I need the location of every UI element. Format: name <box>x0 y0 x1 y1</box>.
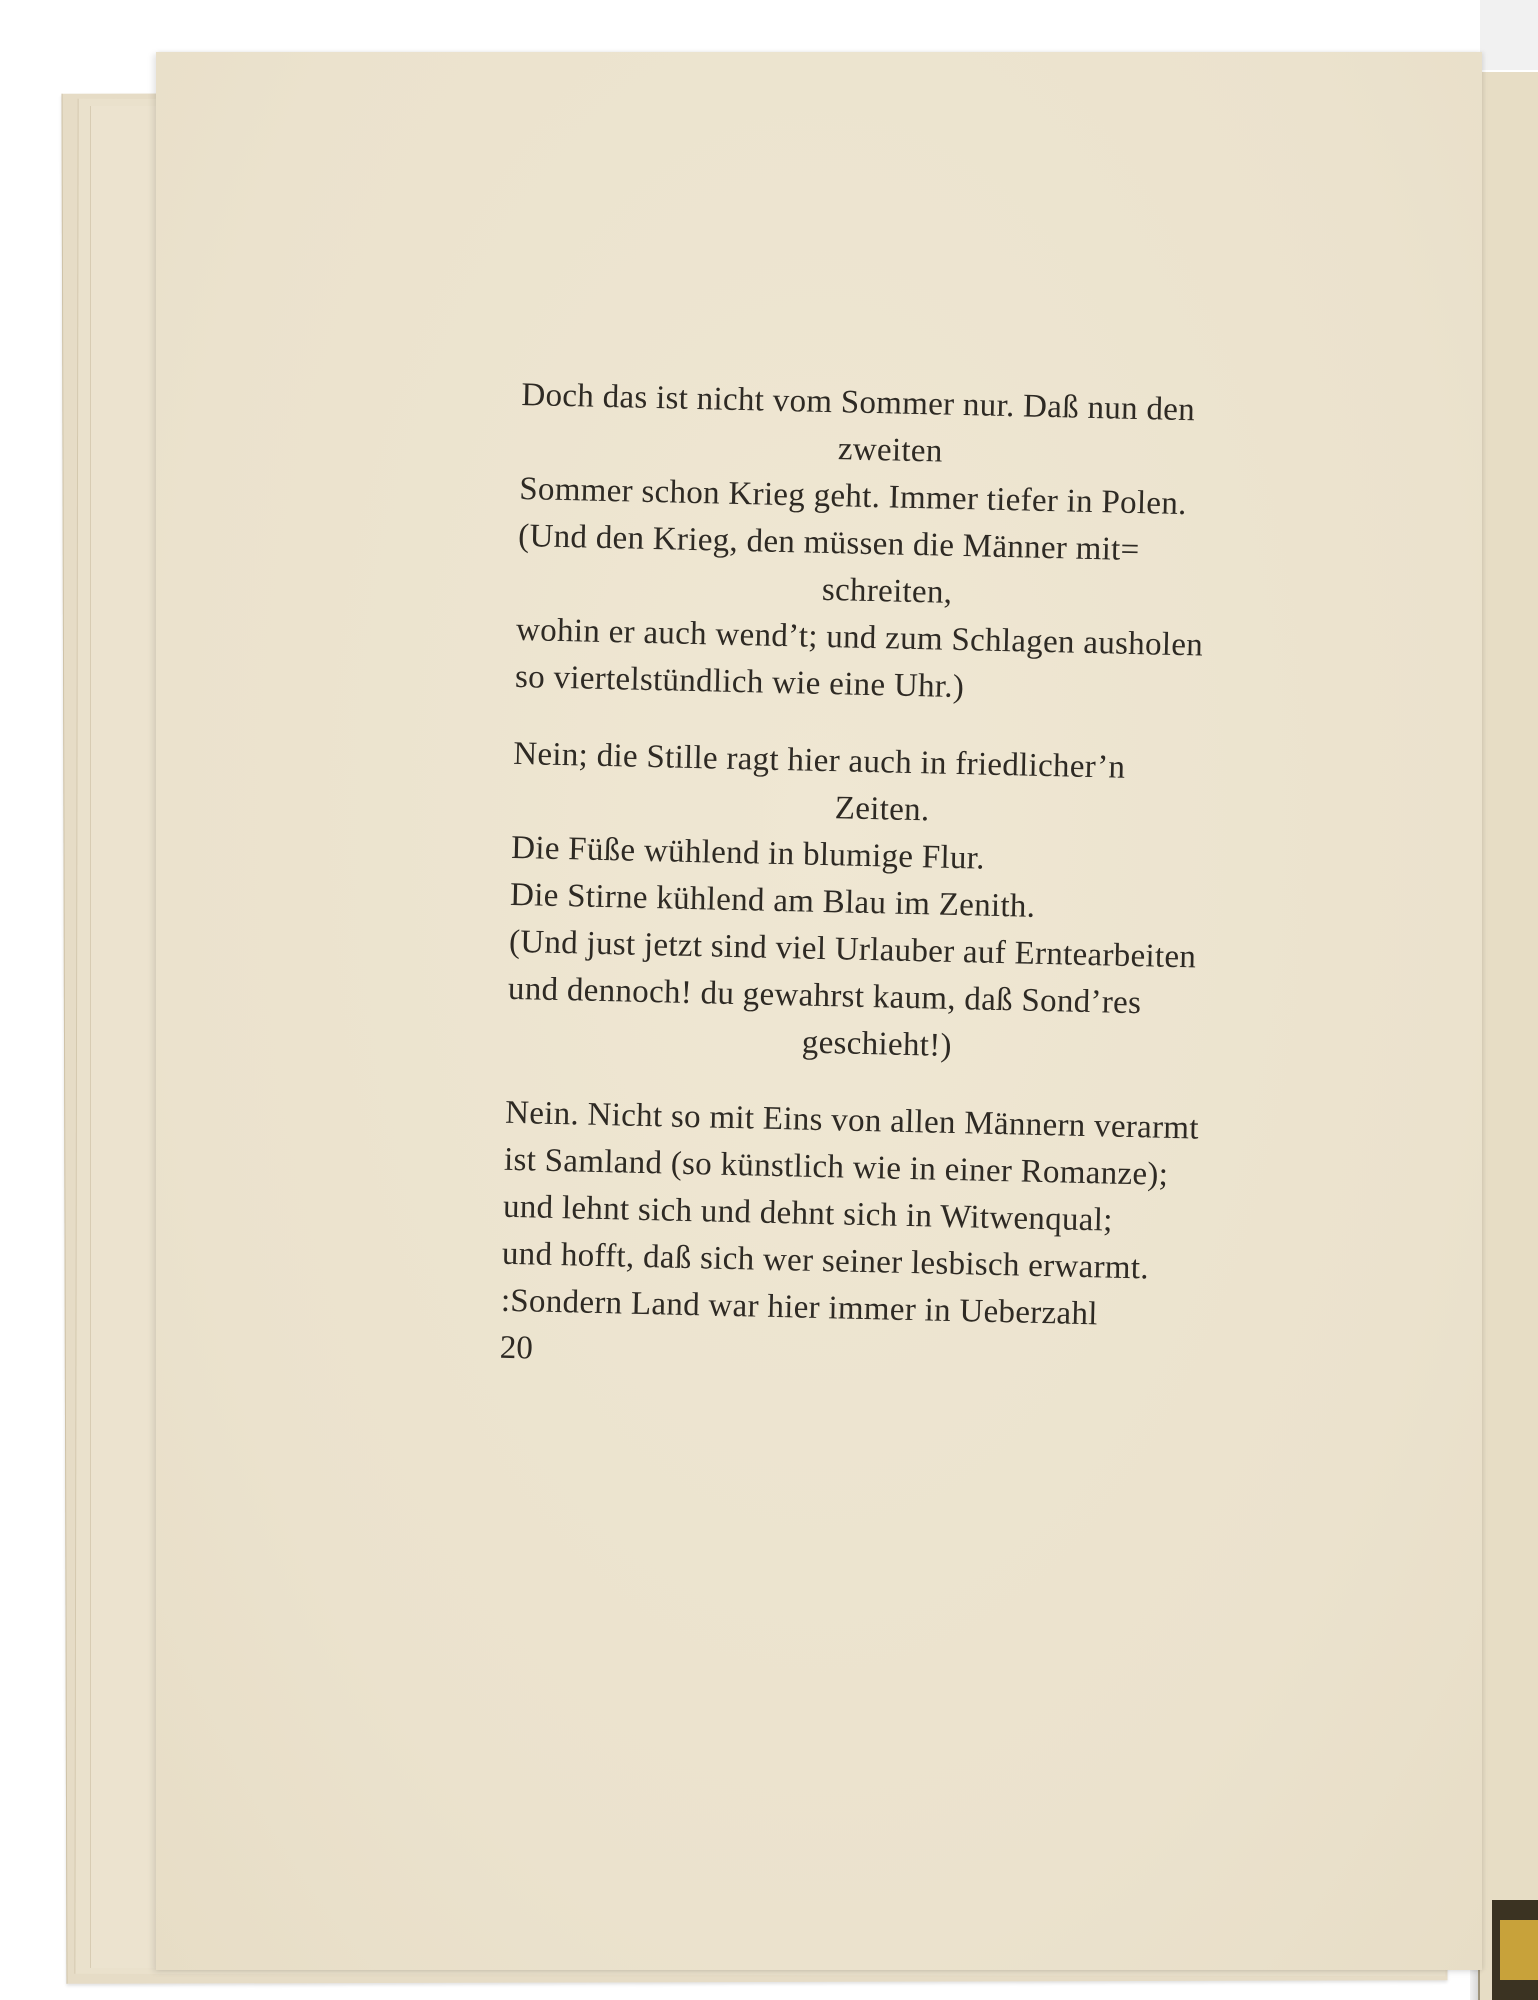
poem-line: (Und den Krieg, den müssen die Männer mit= <box>517 517 1140 569</box>
poem-line: Die Füße wühlend in blumige Flur. <box>510 829 986 877</box>
stanza <box>506 731 1253 1077</box>
poem-line: (Und just jetzt sind viel Urlauber auf Erntearbeiten <box>508 923 1197 976</box>
poem-line: Nein. Nicht so mit Eins von allen Männern verarmt <box>504 1094 1200 1147</box>
poem-line: Nein; die Stille ragt hier auch in friedlicher’n <box>512 735 1126 786</box>
poem-line: ist Samland (so künstlich wie in einer Romanze); <box>503 1141 1169 1193</box>
stanza <box>500 1090 1245 1342</box>
poem-line: Sommer schon Krieg geht. Immer tiefer in Polen. <box>518 470 1188 523</box>
poem-line: und hofft, daß sich wer seiner lesbisch erwarmt. <box>501 1235 1150 1287</box>
poem-line-continuation: geschieht!) <box>801 1024 953 1064</box>
background-corner <box>1480 0 1538 70</box>
facing-page-edge <box>1478 72 1538 2000</box>
poem-text <box>499 372 1261 1389</box>
stanza <box>515 372 1262 718</box>
poem-line: Doch das ist nicht vom Sommer nur. Daß nun den <box>521 376 1196 429</box>
poem-line-continuation: Zeiten. <box>834 790 930 829</box>
poem-line-continuation: zweiten <box>837 431 944 470</box>
book-spine-label <box>1500 1920 1538 1980</box>
poem-line: Die Stirne kühlend am Blau im Zenith. <box>509 876 1036 925</box>
poem-line: wohin er auch wend’t; und zum Schlagen ausholen <box>515 611 1204 664</box>
poem-line-continuation: schreiten, <box>821 571 953 611</box>
poem-line: :Sondern Land war hier immer in Ueberzahl <box>500 1282 1099 1333</box>
poem-line: so viertelstündlich wie eine Uhr.) <box>514 658 965 706</box>
page-number: 20 <box>499 1329 534 1367</box>
poem-line: und lehnt sich und dehnt sich in Witwenqual; <box>502 1188 1114 1239</box>
poem-line: und dennoch! du gewahrst kaum, daß Sond’res <box>507 970 1142 1022</box>
